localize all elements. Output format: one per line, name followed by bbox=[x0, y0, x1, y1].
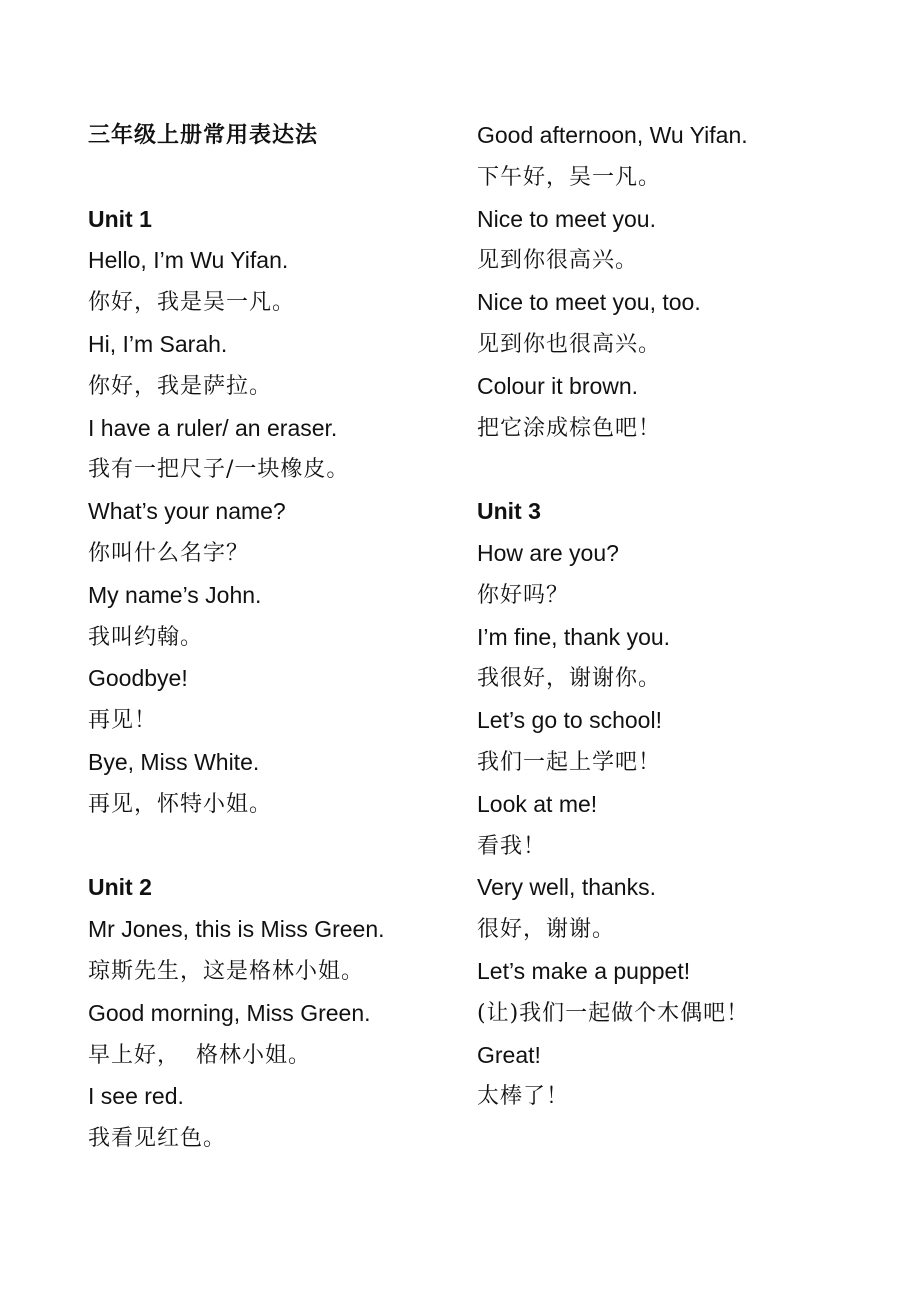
unit-1-line-4-zh: 你叫什么名字？ bbox=[88, 540, 250, 566]
unit-3-line-3-en: Let’s go to school! bbox=[477, 707, 662, 734]
unit-2-line-2-zh: 早上好， 格林小姐。 bbox=[88, 1042, 311, 1068]
unit-2-line-3-zh: 我看见红色。 bbox=[88, 1126, 227, 1152]
left-column bbox=[88, 115, 468, 1160]
unit-1-line-4-en: What’s your name? bbox=[88, 498, 286, 525]
unit-1-line-5-zh: 我叫约翰。 bbox=[88, 624, 204, 650]
unit-3-line-3-zh: 我们一起上学吧！ bbox=[477, 749, 662, 775]
unit-3-line-4-en: Look at me! bbox=[477, 790, 598, 817]
page-title: 三年级上册常用表达法 bbox=[88, 123, 319, 148]
unit-3-line-7-zh: 太棒了！ bbox=[477, 1084, 570, 1110]
unit-3-heading: Unit 3 bbox=[477, 498, 541, 525]
unit-1-line-7-zh: 再见，怀特小姐。 bbox=[88, 791, 273, 817]
unit-2-line-7-zh: 把它涂成棕色吧！ bbox=[477, 415, 662, 441]
unit-3-line-1-en: How are you? bbox=[477, 539, 619, 566]
spacer bbox=[88, 157, 468, 199]
unit-3-line-5-zh: 很好，谢谢。 bbox=[477, 917, 616, 943]
spacer bbox=[88, 826, 468, 868]
unit-1-line-3-en: I have a ruler/ an eraser. bbox=[88, 414, 338, 441]
unit-2-line-1-zh: 琼斯先生，这是格林小姐。 bbox=[88, 958, 365, 984]
unit-1-line-5-en: My name’s John. bbox=[88, 581, 262, 608]
unit-2-line-1-en: Mr Jones, this is Miss Green. bbox=[88, 916, 385, 943]
unit-1-heading: Unit 1 bbox=[88, 205, 152, 232]
unit-2-line-7-en: Colour it brown. bbox=[477, 372, 639, 399]
unit-3-line-5-en: Very well, thanks. bbox=[477, 874, 656, 901]
unit-1-line-1-zh: 你好，我是吴一凡。 bbox=[88, 290, 296, 316]
unit-1-line-2-zh: 你好，我是萨拉。 bbox=[88, 373, 273, 399]
unit-2-line-5-zh: 见到你很高兴。 bbox=[477, 248, 639, 274]
unit-1-line-2-en: Hi, I’m Sarah. bbox=[88, 330, 228, 357]
unit-3-line-6-zh: (让)我们一起做个木偶吧！ bbox=[477, 1000, 750, 1026]
unit-2-line-4-en: Good afternoon, Wu Yifan. bbox=[477, 122, 748, 148]
spacer bbox=[477, 449, 897, 491]
unit-2-line-5-en: Nice to meet you. bbox=[477, 205, 656, 232]
unit-3-line-2-zh: 我很好，谢谢你。 bbox=[477, 666, 662, 692]
unit-2-heading: Unit 2 bbox=[88, 874, 152, 901]
right-column bbox=[477, 115, 897, 1118]
unit-1-line-6-zh: 再见！ bbox=[88, 708, 158, 734]
unit-3-line-2-en: I’m fine, thank you. bbox=[477, 623, 671, 650]
unit-1-line-3-zh: 我有一把尺子/一块橡皮。 bbox=[88, 457, 350, 483]
unit-2-line-3-en: I see red. bbox=[88, 1083, 184, 1110]
unit-3-line-6-en: Let’s make a puppet! bbox=[477, 957, 691, 984]
unit-3-line-4-zh: 看我！ bbox=[477, 833, 547, 859]
unit-1-line-1-en: Hello, I’m Wu Yifan. bbox=[88, 247, 289, 274]
unit-2-line-6-en: Nice to meet you, too. bbox=[477, 289, 701, 316]
unit-2-line-6-zh: 见到你也很高兴。 bbox=[477, 331, 662, 357]
unit-3-line-1-zh: 你好吗？ bbox=[477, 582, 570, 608]
unit-1-line-6-en: Goodbye! bbox=[88, 665, 188, 692]
unit-3-line-7-en: Great! bbox=[477, 1041, 541, 1068]
unit-2-line-2-en: Good morning, Miss Green. bbox=[88, 999, 371, 1026]
unit-2-line-4-zh: 下午好，吴一凡。 bbox=[477, 164, 662, 190]
unit-1-line-7-en: Bye, Miss White. bbox=[88, 748, 260, 775]
